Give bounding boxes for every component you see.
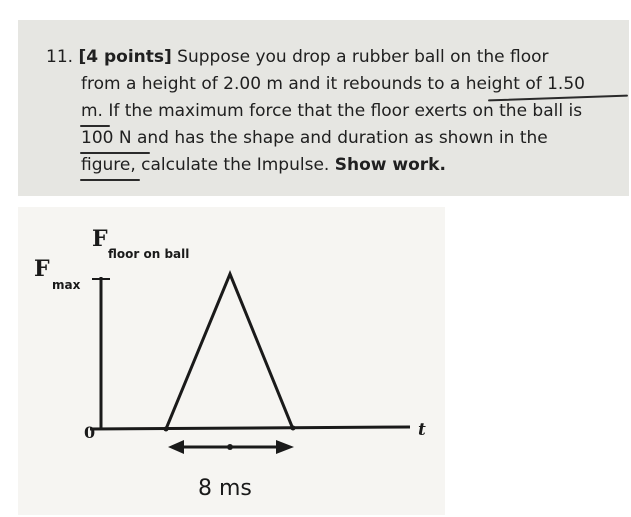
force-triangle (166, 274, 293, 429)
question-card (18, 20, 629, 196)
question-line-5 (46, 152, 616, 179)
duration-label: 8 ms (198, 476, 252, 501)
underline-figure-word (80, 179, 140, 181)
f-axis-subscript: floor on ball (108, 247, 190, 261)
force-time-figure (18, 207, 445, 515)
question-line-3: m. If the maximum force that the floor exerts on the ball is (81, 101, 583, 121)
duration-arrowhead-right (276, 440, 294, 454)
question-text (46, 44, 616, 179)
question-line-1 (46, 44, 616, 71)
origin-label: 0 (84, 423, 96, 442)
question-number: 11. (46, 47, 74, 67)
question-line-4: 100 N and has the shape and duration as shown in the (81, 128, 548, 148)
underline-max-force (80, 152, 150, 154)
fmax-symbol: F (34, 256, 50, 282)
time-axis-label: t (418, 420, 426, 440)
question-line-5-start: figure, calculate the Impulse. (81, 155, 335, 175)
force-time-graph (18, 207, 445, 515)
question-line-2: from a height of 2.00 m and it rebounds to a height of 1.50 (81, 74, 585, 94)
question-points: [4 points] (78, 47, 172, 67)
fmax-subscript: max (52, 278, 81, 292)
question-line-1-rest: Suppose you drop a rubber ball on the floor (171, 47, 549, 67)
duration-midpoint (227, 444, 233, 450)
f-axis-symbol: F (92, 226, 108, 252)
x-axis (90, 427, 410, 429)
underline-units (80, 125, 110, 127)
duration-arrowhead-left (168, 440, 184, 454)
question-line-5-bold: Show work. (334, 155, 446, 175)
pulse-start-point (164, 427, 169, 432)
pulse-end-point (291, 426, 296, 431)
